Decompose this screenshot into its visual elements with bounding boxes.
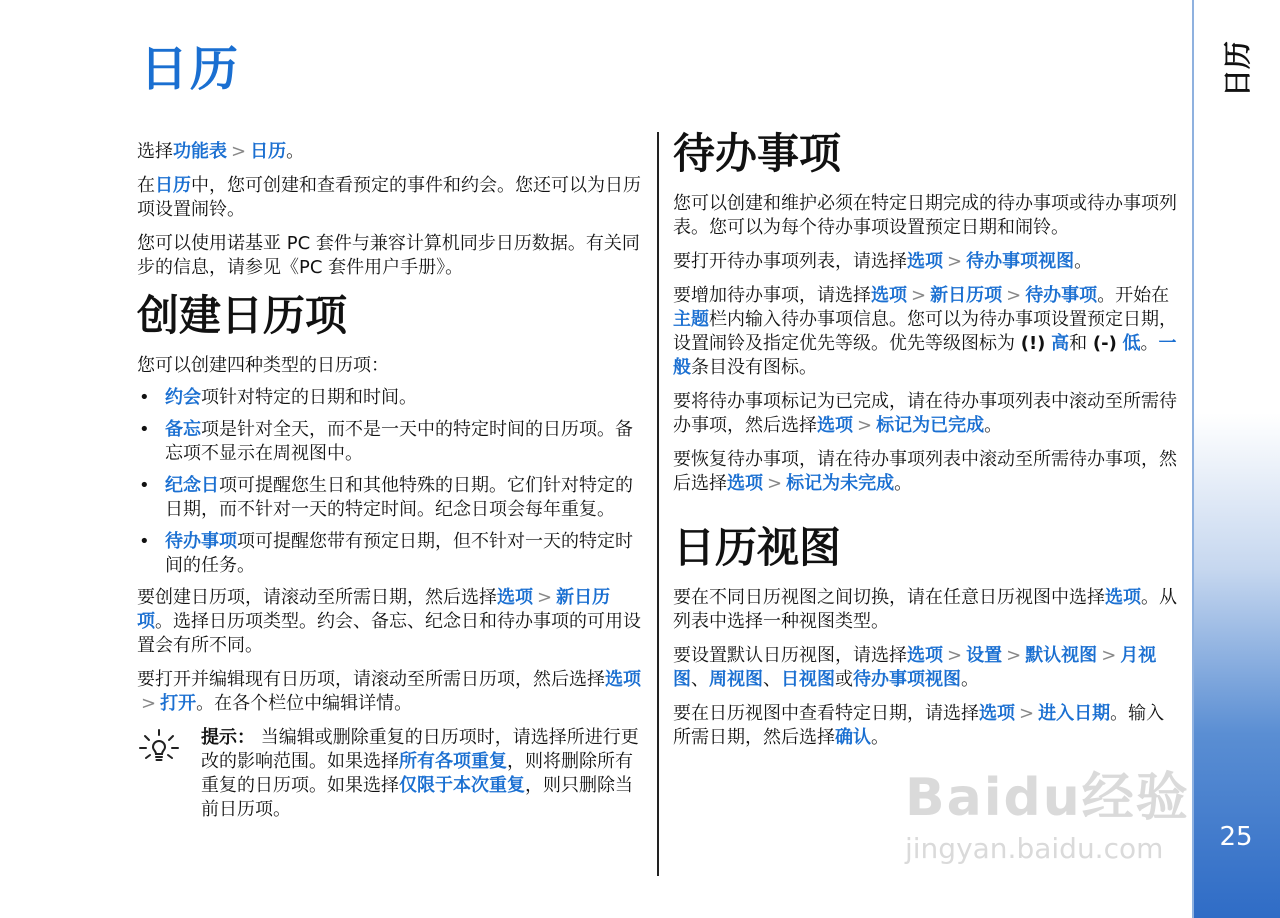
menu-term: 进入日期 bbox=[1038, 703, 1111, 724]
menu-term: 选项 bbox=[907, 251, 943, 272]
menu-term: 选项 bbox=[727, 473, 763, 494]
text: 。 bbox=[1140, 333, 1159, 354]
menu-term: 日历 bbox=[155, 175, 191, 196]
priority-high-icon: (!) bbox=[1020, 333, 1046, 354]
text: 项可提醒您带有预定日期，但不针对一天的特定时间的任务。 bbox=[165, 531, 633, 576]
separator: > bbox=[1006, 285, 1022, 306]
paragraph-intro bbox=[137, 174, 642, 222]
page-title: 日历 bbox=[140, 41, 241, 97]
paragraph-edit bbox=[137, 668, 642, 716]
text: 、 bbox=[763, 669, 781, 690]
list-item bbox=[137, 418, 642, 466]
separator: > bbox=[1019, 703, 1035, 724]
menu-term: 功能表 bbox=[173, 141, 227, 162]
text: 条目没有图标。 bbox=[691, 357, 817, 378]
separator: > bbox=[911, 285, 927, 306]
separator: > bbox=[947, 251, 963, 272]
text: 。 bbox=[1074, 251, 1093, 272]
menu-term: 选项 bbox=[497, 587, 533, 608]
text: 。 bbox=[961, 669, 979, 690]
paragraph-sync: 您可以使用诺基亚 PC 套件与兼容计算机同步日历数据。有关同步的信息，请参见《PC 套件用户手册》。 bbox=[137, 233, 640, 278]
separator: > bbox=[231, 141, 247, 162]
list-item bbox=[137, 474, 642, 522]
paragraph-todo-intro: 您可以创建和维护必须在特定日期完成的待办事项或待办事项列表。您可以为每个待办事项设置预定日期和闹铃。 bbox=[673, 193, 1177, 238]
paragraph-goto-date bbox=[673, 702, 1178, 750]
paragraph-create bbox=[137, 586, 642, 658]
text: 栏内输入待办事项信息。您可以为待办事项设置预定日期，设置闹铃及指定优先等级。优先等级图标为 bbox=[673, 309, 1177, 354]
text: 。开始在 bbox=[1097, 285, 1170, 306]
text: 。从列表中选择一种视图类型。 bbox=[673, 587, 1177, 632]
text: 、 bbox=[691, 669, 709, 690]
menu-term: 新日历项 bbox=[930, 285, 1003, 306]
menu-term: 待办事项视图 bbox=[966, 251, 1075, 272]
menu-term: 备忘 bbox=[165, 419, 201, 440]
menu-term: 选项 bbox=[817, 415, 853, 436]
page-number: 25 bbox=[1219, 822, 1253, 852]
menu-term: 设置 bbox=[966, 645, 1003, 666]
menu-term: 打开 bbox=[160, 693, 197, 714]
paragraph-add-todo bbox=[673, 284, 1178, 380]
tip-label: 提示： bbox=[201, 727, 255, 748]
menu-term: 确认 bbox=[835, 727, 871, 748]
page-edge-band bbox=[1192, 0, 1280, 918]
text: 中，您可创建和查看预定的事件和约会。您还可以为日历项设置闹铃。 bbox=[137, 175, 641, 220]
text: 。 bbox=[871, 727, 889, 748]
menu-term: 所有各项重复 bbox=[399, 751, 507, 772]
text: 。 bbox=[894, 473, 913, 494]
paragraph-restore bbox=[673, 448, 1178, 496]
menu-term: 周视图 bbox=[709, 669, 763, 690]
text: 项可提醒您生日和其他特殊的日期。它们针对特定的日期，而不针对一天的特定时间。纪念日项会每年重复。 bbox=[165, 475, 633, 520]
section-heading-views: 日历视图 bbox=[673, 523, 842, 572]
paragraph-default-view bbox=[673, 644, 1178, 692]
menu-term: 选项 bbox=[979, 703, 1015, 724]
watermark bbox=[905, 755, 1205, 865]
paragraph-open-todo bbox=[673, 250, 1178, 274]
menu-term: 标记为未完成 bbox=[786, 473, 895, 494]
lightbulb-icon bbox=[137, 726, 201, 822]
tip-box bbox=[137, 726, 642, 822]
menu-term: 一般 bbox=[673, 333, 1177, 378]
list-item bbox=[137, 386, 642, 410]
menu-term: 默认视图 bbox=[1025, 645, 1098, 666]
text: 在 bbox=[137, 175, 155, 196]
text: 要创建日历项，请滚动至所需日期，然后选择 bbox=[137, 587, 497, 608]
menu-term: 新日历项 bbox=[137, 587, 611, 632]
text: 要设置默认日历视图，请选择 bbox=[673, 645, 907, 666]
separator: > bbox=[1006, 645, 1022, 666]
menu-term: 日历 bbox=[250, 141, 287, 162]
right-column bbox=[673, 128, 1178, 760]
menu-term: 标记为已完成 bbox=[876, 415, 985, 436]
left-column bbox=[137, 140, 642, 822]
menu-term: 高 bbox=[1051, 333, 1070, 354]
list-item bbox=[137, 530, 642, 578]
text: ，则只删除当前日历项。 bbox=[201, 775, 633, 820]
paragraph-switch-view bbox=[673, 586, 1178, 634]
menu-term: 纪念日 bbox=[165, 475, 219, 496]
paragraph-types-intro: 您可以创建四种类型的日历项： bbox=[137, 355, 389, 376]
text: 要增加待办事项，请选择 bbox=[673, 285, 871, 306]
text: 。 bbox=[984, 415, 1003, 436]
separator: > bbox=[1101, 645, 1117, 666]
watermark-url: jingyan.baidu.com bbox=[905, 832, 1164, 865]
separator: > bbox=[767, 473, 783, 494]
separator: > bbox=[947, 645, 963, 666]
text: 当编辑或删除重复的日历项时，请选择所进行更改的影响范围。如果选择 bbox=[201, 727, 639, 772]
menu-term: 选项 bbox=[907, 645, 943, 666]
column-divider bbox=[657, 132, 659, 876]
separator: > bbox=[537, 587, 553, 608]
text: 要打开并编辑现有日历项，请滚动至所需日历项，然后选择 bbox=[137, 669, 605, 690]
text: 要打开待办事项列表，请选择 bbox=[673, 251, 907, 272]
tip-text bbox=[201, 726, 642, 822]
side-chapter-title: 日历 bbox=[1221, 40, 1254, 97]
text: 。选择日历项类型。约会、备忘、纪念日和待办事项的可用设置会有所不同。 bbox=[137, 611, 641, 656]
text: 选择 bbox=[137, 141, 173, 162]
text: 项是针对全天，而不是一天中的特定时间的日历项。备忘项不显示在周视图中。 bbox=[165, 419, 633, 464]
priority-low-icon: (-) bbox=[1092, 333, 1117, 354]
text: 项针对特定的日期和时间。 bbox=[201, 387, 417, 408]
text: 要在日历视图中查看特定日期，请选择 bbox=[673, 703, 979, 724]
section-heading-create-entry: 创建日历项 bbox=[137, 291, 348, 340]
text: 。在各个栏位中编辑详情。 bbox=[196, 693, 413, 714]
menu-term: 仅限于本次重复 bbox=[399, 775, 525, 796]
text: 或 bbox=[835, 669, 853, 690]
paragraph-mark-done bbox=[673, 390, 1178, 438]
separator: > bbox=[141, 693, 157, 714]
menu-term: 选项 bbox=[871, 285, 907, 306]
menu-term: 选项 bbox=[605, 669, 641, 690]
text: 。输入所需日期，然后选择 bbox=[673, 703, 1165, 748]
text: ，则将删除所有重复的日历项。如果选择 bbox=[201, 751, 633, 796]
text: 要将待办事项标记为已完成，请在待办事项列表中滚动至所需待办事项，然后选择 bbox=[673, 391, 1177, 436]
menu-term: 选项 bbox=[1105, 587, 1141, 608]
separator: > bbox=[857, 415, 873, 436]
section-heading-todo: 待办事项 bbox=[673, 129, 842, 178]
entry-type-list bbox=[137, 386, 642, 578]
watermark-logo: Baidu经验 bbox=[905, 768, 1190, 828]
text: 和 bbox=[1069, 333, 1093, 354]
text: 要在不同日历视图之间切换，请在任意日历视图中选择 bbox=[673, 587, 1105, 608]
paragraph-menu-path bbox=[137, 140, 642, 164]
menu-term: 约会 bbox=[165, 387, 201, 408]
menu-term: 日视图 bbox=[781, 669, 835, 690]
menu-term: 待办事项视图 bbox=[853, 669, 961, 690]
menu-term: 主题 bbox=[673, 309, 709, 330]
menu-term: 待办事项 bbox=[1025, 285, 1098, 306]
menu-term: 月视图 bbox=[673, 645, 1157, 690]
menu-term: 待办事项 bbox=[165, 531, 237, 552]
text: 要恢复待办事项，请在待办事项列表中滚动至所需待办事项，然后选择 bbox=[673, 449, 1177, 494]
text: 。 bbox=[286, 141, 305, 162]
menu-term: 低 bbox=[1122, 333, 1141, 354]
